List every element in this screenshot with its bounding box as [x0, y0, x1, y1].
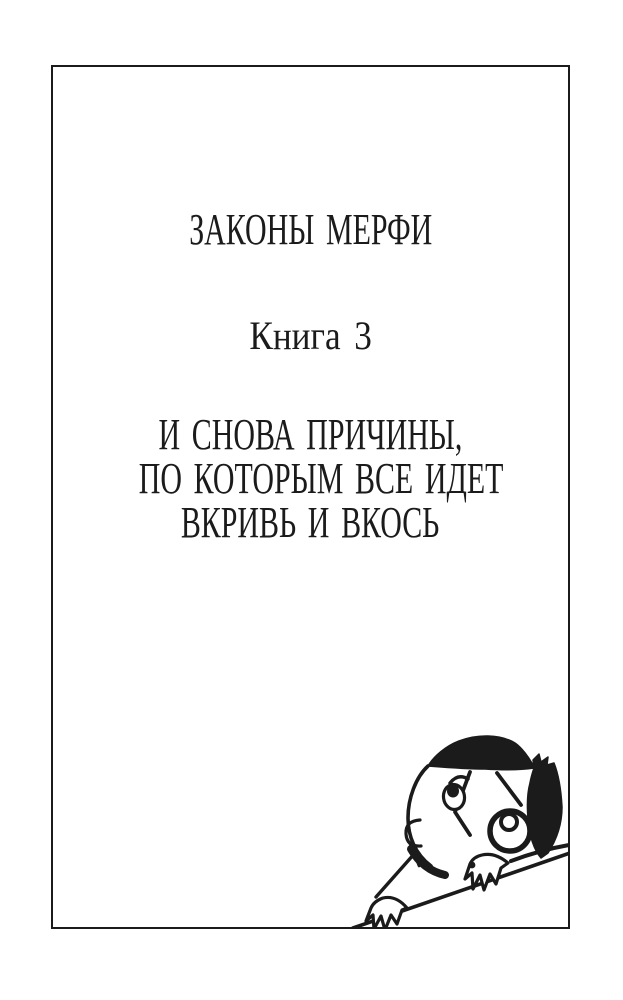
boy-small-eye-pupil: [447, 785, 459, 798]
boy-mouth-dot: [469, 862, 476, 869]
book-number-text: Книга 3: [249, 313, 372, 358]
boy-left-hand: [465, 854, 508, 890]
boy-big-eye-pupil: [501, 814, 517, 830]
peeking-boy-illustration: [53, 67, 568, 927]
page-border-frame: [51, 65, 570, 929]
boy-hair-strand: [497, 773, 521, 805]
boy-right-hand: [366, 897, 407, 927]
book-title-text: ЗАКОНЫ МЕРФИ: [188, 205, 433, 254]
subtitle-line-2: ПО КОТОРЫМ ВСЕ ИДЕТ: [138, 454, 504, 503]
subtitle-line-3: ВКРИВЬ И ВКОСЬ: [181, 498, 440, 547]
subtitle-line-1: И СНОВА ПРИЧИНЫ,: [158, 410, 463, 459]
boy-right-arm: [376, 853, 415, 897]
